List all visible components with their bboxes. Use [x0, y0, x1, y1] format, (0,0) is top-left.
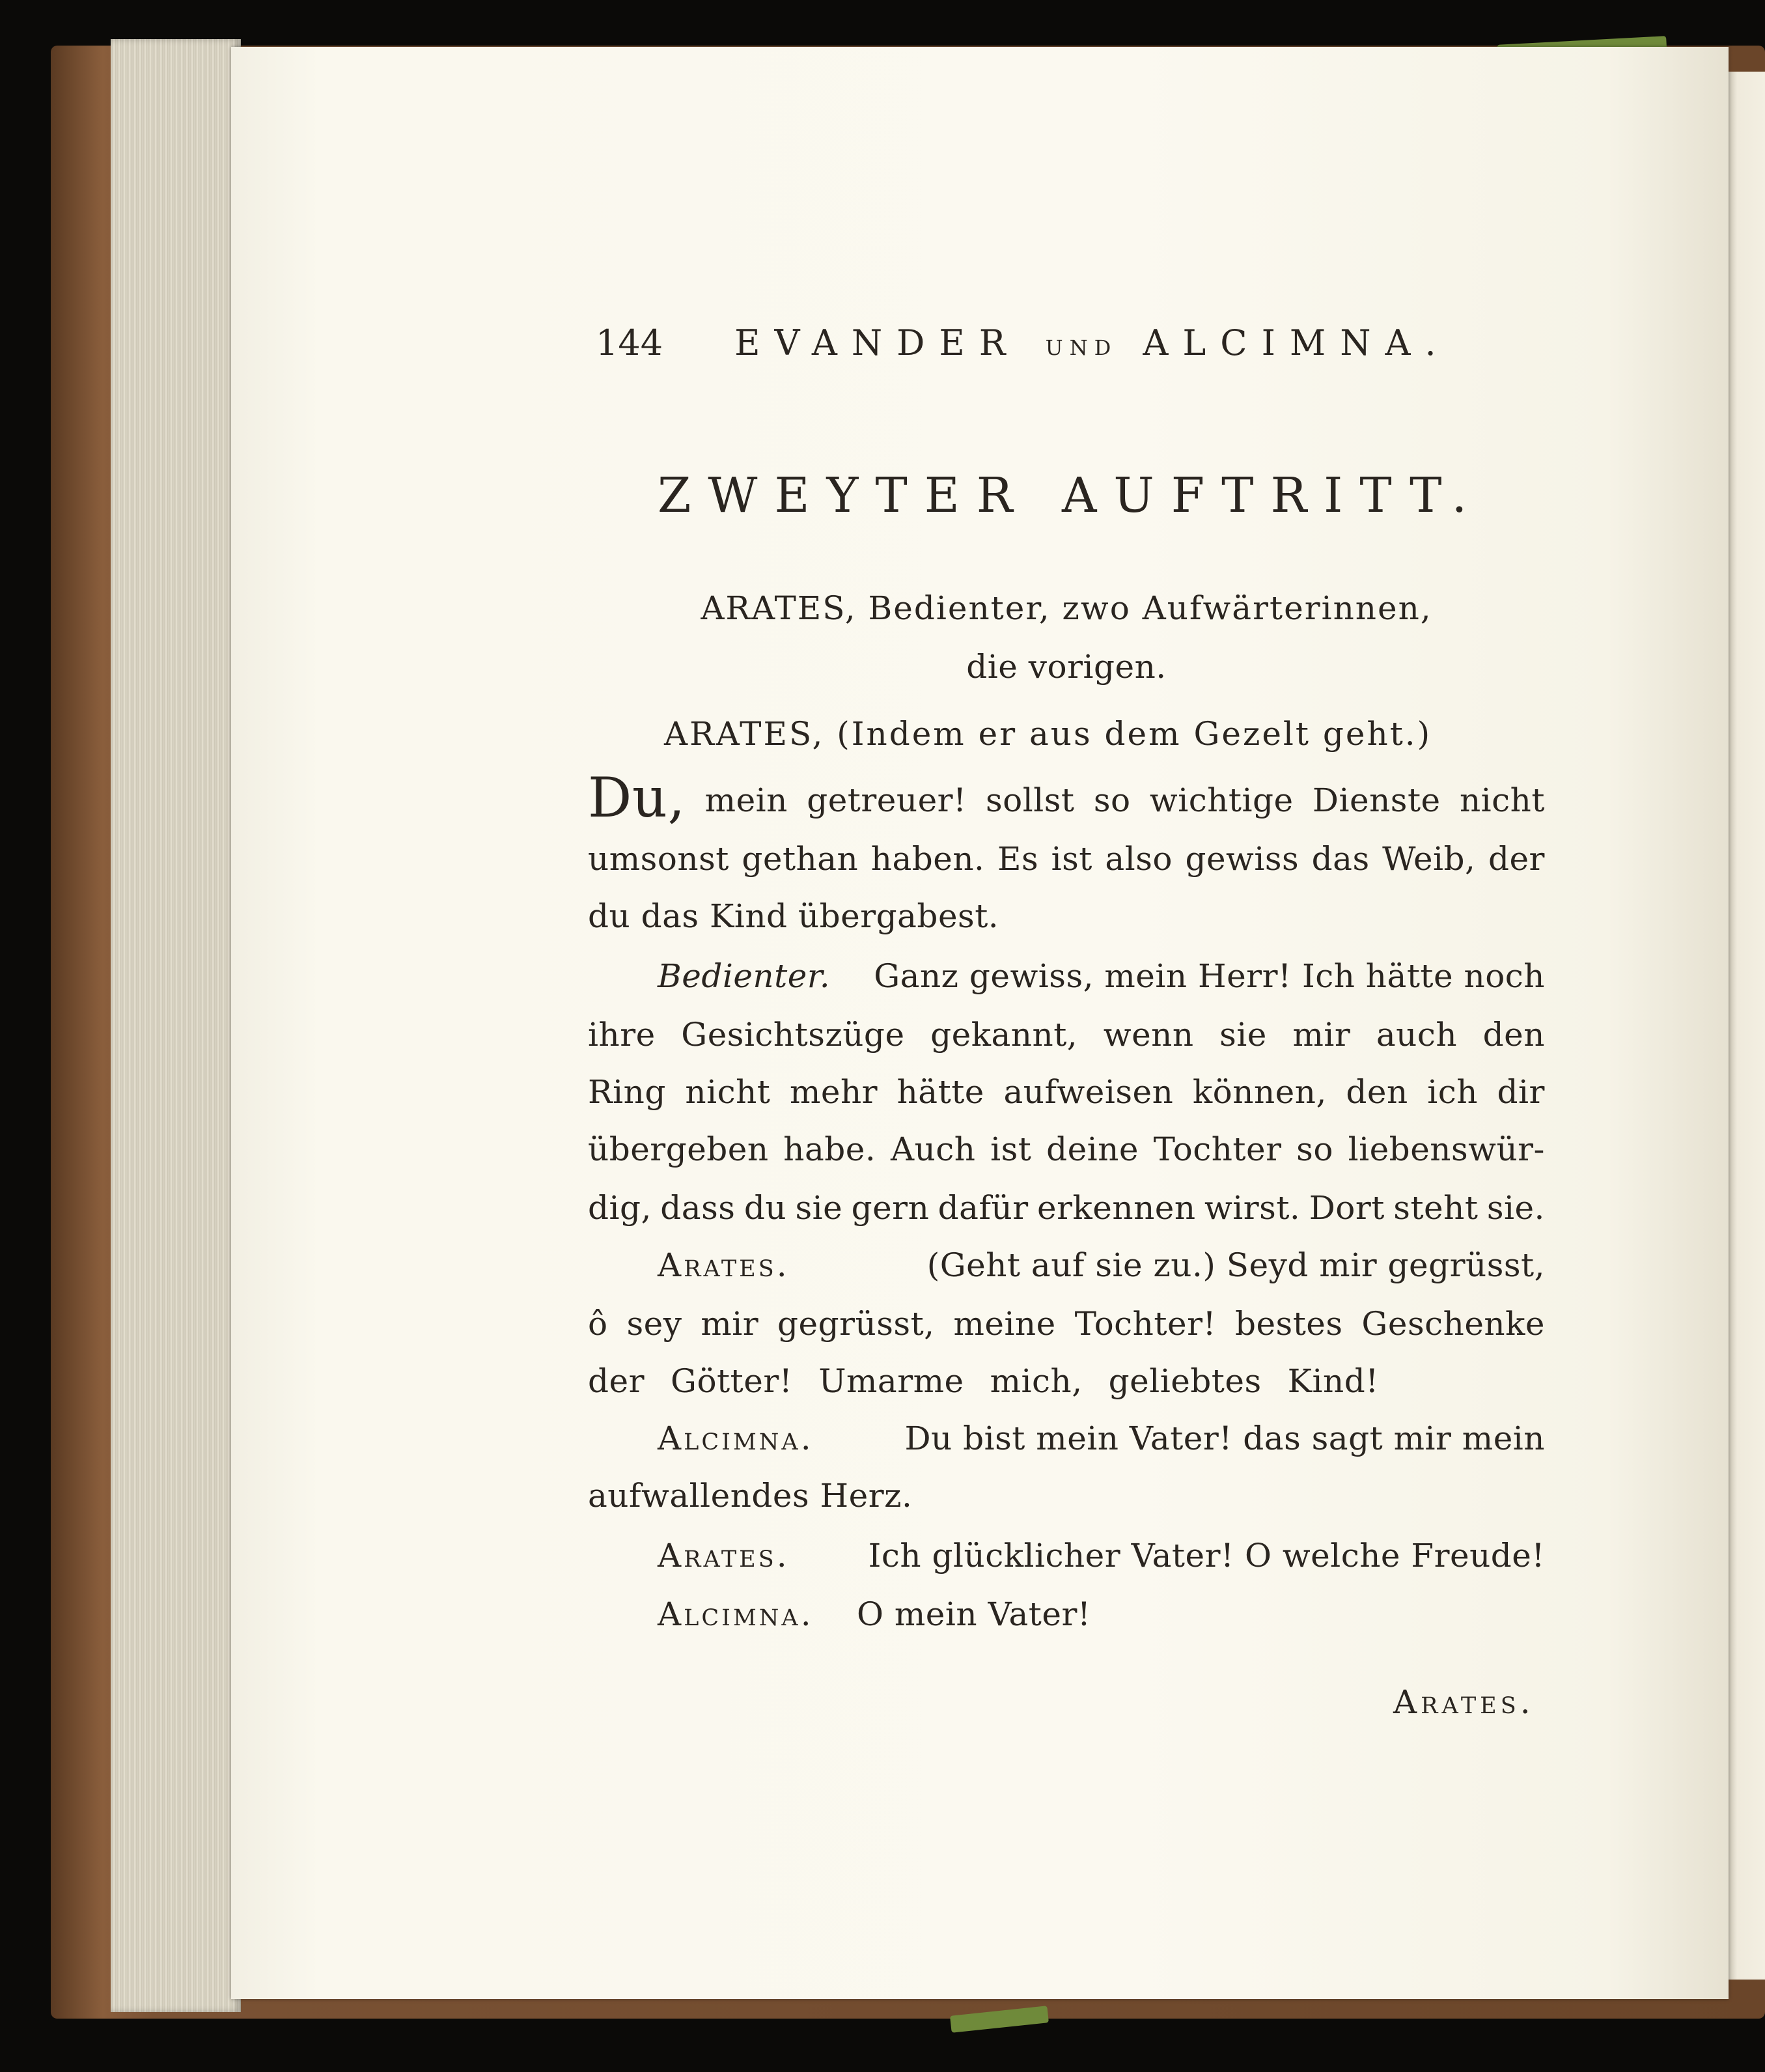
speaker-arates: Arates.	[658, 1246, 790, 1284]
cast-list-line2: die vorigen.	[966, 648, 1167, 686]
text-line: ô sey mir gegrüsst, meine Tochter! bestes Geschenke	[588, 1305, 1545, 1343]
text-line: ihre Gesichtszüge gekannt, wenn sie mir auch den	[588, 1016, 1545, 1054]
text-line: Ring nicht mehr hätte aufweisen können, den ich dir	[588, 1073, 1545, 1111]
speaker-bedienter: Bedienter.	[658, 957, 831, 995]
text-line: dig, dass du sie gern dafür erkennen wirst. Dort steht sie.	[588, 1189, 1545, 1227]
scene-heading: ZWEYTER AUFTRITT.	[658, 468, 1484, 524]
facing-page-edge	[1725, 72, 1765, 1980]
text-line: Alcimna. Du bist mein Vater! das sagt mir mein	[658, 1420, 1545, 1457]
speaker-arates: Arates.	[658, 1537, 790, 1575]
page-edges	[111, 39, 241, 2012]
text-line: Alcimna. O mein Vater!	[658, 1595, 1091, 1633]
speaker-alcimna: Alcimna.	[658, 1420, 814, 1457]
cast-list-line1: ARATES, Bedienter, zwo Aufwärterinnen,	[701, 589, 1432, 627]
stage-direction: ARATES, (Indem er aus dem Gezelt geht.)	[664, 715, 1432, 753]
speaker-alcimna: Alcimna.	[658, 1595, 814, 1633]
text-line: Arates. (Geht auf sie zu.) Seyd mir gegrüsst,	[658, 1246, 1545, 1284]
text-line: du das Kind übergabest.	[588, 897, 999, 935]
text-line: der Götter! Umarme mich, geliebtes Kind!	[588, 1362, 1379, 1400]
text-line: Du, mein getreuer! sollst so wichtige Dienste nicht	[588, 766, 1545, 830]
running-head	[596, 322, 1451, 363]
text-line: aufwallendes Herz.	[588, 1477, 913, 1515]
text-line: Bedienter. Ganz gewiss, mein Herr! Ich hätte noch	[658, 957, 1545, 995]
text-line: übergeben habe. Auch ist deine Tochter so liebenswür-	[588, 1130, 1545, 1168]
catchword: Arates.	[1393, 1683, 1535, 1721]
running-title: EVANDER UND ALCIMNA.	[734, 322, 1451, 363]
drop-cap-word: Du,	[588, 766, 686, 830]
page-number: 144	[596, 322, 663, 363]
text-line: Arates. Ich glücklicher Vater! O welche Freude!	[658, 1537, 1545, 1575]
text-line: umsonst gethan haben. Es ist also gewiss das Weib, der	[588, 840, 1545, 878]
